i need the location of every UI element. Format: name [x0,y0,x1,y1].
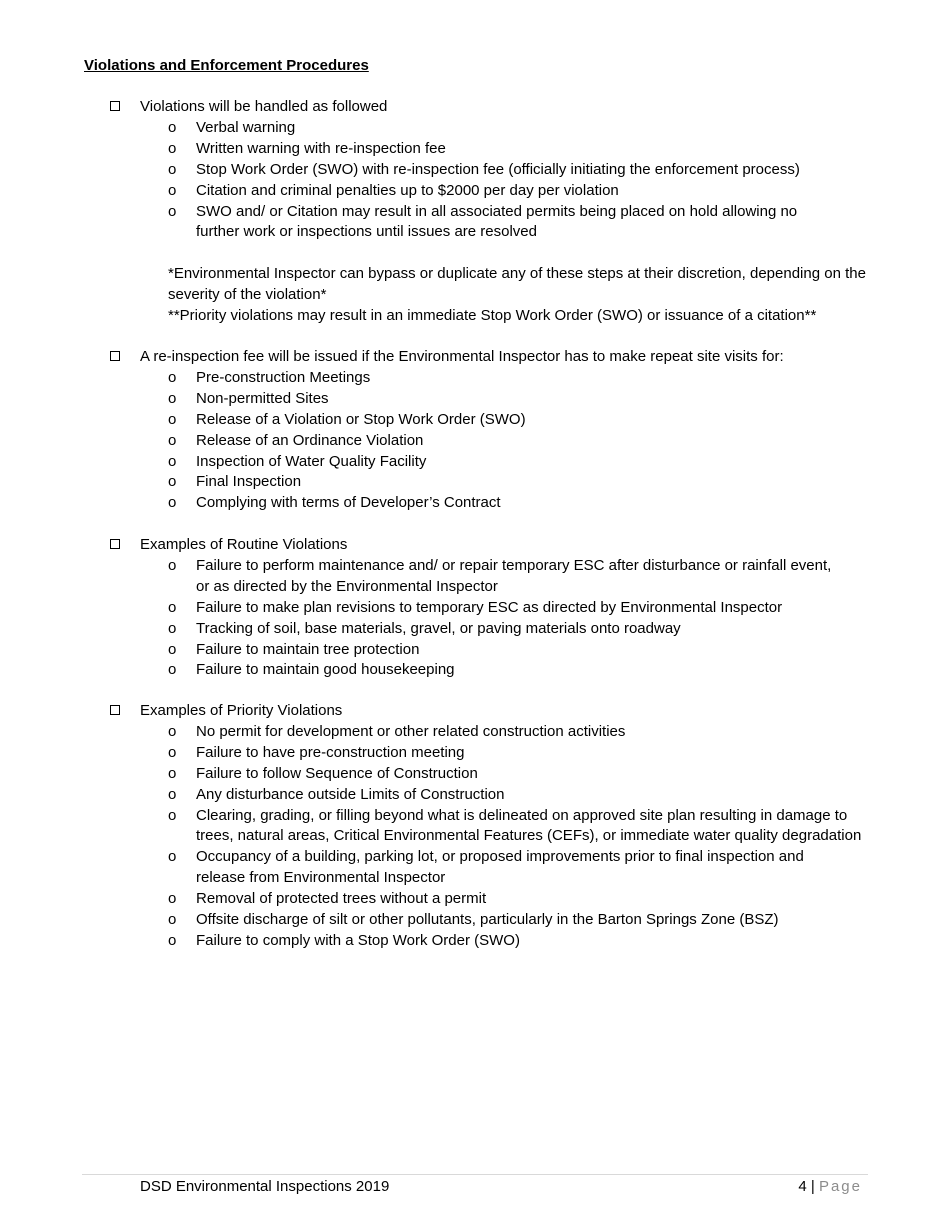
sub-list [110,118,870,243]
list-item: o Offsite discharge of silt or other pollutants, particularly in the Barton Springs Zone (BSZ) [110,910,870,931]
section-title: Violations will be handled as followed [140,98,388,115]
checkbox-bullet-icon [110,539,120,549]
circle-bullet-icon: o [168,389,177,407]
circle-bullet-icon: o [168,494,177,512]
checkbox-bullet-icon [110,705,120,715]
section-heading: Violations and Enforcement Procedures [84,57,369,74]
sub-list [110,722,870,952]
list-item: o Stop Work Order (SWO) with re-inspection fee (officially initiating the enforcement process) [110,160,870,181]
footer-page-number [798,1177,862,1198]
inspector-notes [110,264,870,327]
circle-bullet-icon: o [168,598,177,616]
note-discretion: *Environmental Inspector can bypass or duplicate any of these steps at their discretion, depending on the severity of the violation* [168,265,866,304]
checkbox-bullet-icon [110,101,120,111]
list-item: o Failure to have pre-construction meeting [110,743,870,764]
footer-divider [82,1174,868,1175]
list-item: o Verbal warning [110,118,870,139]
list-item: o Written warning with re-inspection fee [110,139,870,160]
page-number: 4 [798,1178,807,1195]
list-item: o Occupancy of a building, parking lot, or proposed improvements prior to final inspection and release from Environmental Inspector [168,848,804,887]
list-item: o Failure to make plan revisions to temporary ESC as directed by Environmental Inspector [110,598,870,619]
list-item: o Complying with terms of Developer’s Contract [110,493,870,514]
list-item: o Failure to maintain good housekeeping [110,660,870,681]
priority-violations-section [110,701,870,952]
circle-bullet-icon: o [168,431,177,449]
circle-bullet-icon: o [168,743,177,761]
list-item: o Non-permitted Sites [110,389,870,410]
circle-bullet-icon: o [168,181,177,199]
circle-bullet-icon: o [168,473,177,491]
circle-bullet-icon: o [168,368,177,386]
section-bullet [110,347,870,368]
section-title: Examples of Priority Violations [140,702,343,719]
circle-bullet-icon: o [168,722,177,740]
list-item: o Failure to comply with a Stop Work Order (SWO) [110,931,870,952]
circle-bullet-icon: o [168,931,177,949]
note-priority: **Priority violations may result in an immediate Stop Work Order (SWO) or issuance of a citation** [168,307,817,325]
list-item: o Removal of protected trees without a permit [110,889,870,910]
circle-bullet-icon: o [168,911,177,929]
circle-bullet-icon: o [168,410,177,428]
checkbox-bullet-icon [110,351,120,361]
section-title: A re-inspection fee will be issued if the Environmental Inspector has to make repeat site visits for: [140,348,784,365]
list-item: o Inspection of Water Quality Facility [110,452,870,473]
routine-violations-section [110,535,870,681]
list-item: o Release of a Violation or Stop Work Order (SWO) [110,410,870,431]
circle-bullet-icon: o [168,202,177,220]
list-item: o Pre-construction Meetings [110,368,870,389]
list-item: o Final Inspection [110,472,870,493]
sub-list [110,556,870,681]
circle-bullet-icon: o [168,890,177,908]
circle-bullet-icon: o [168,160,177,178]
circle-bullet-icon: o [168,556,177,574]
circle-bullet-icon: o [168,118,177,136]
section-title: Examples of Routine Violations [140,536,348,553]
page-label: Page [818,1178,862,1195]
list-item: o Failure to perform maintenance and/ or repair temporary ESC after disturbance or rainfall event, or as directed by the Environmental Inspector [168,556,832,595]
list-item: o No permit for development or other related construction activities [110,722,870,743]
page-separator: | [810,1178,815,1195]
section-bullet [110,97,870,118]
footer-title: DSD Environmental Inspections 2019 [140,1178,390,1195]
list-item: o Tracking of soil, base materials, gravel, or paving materials onto roadway [110,619,870,640]
list-item: o Clearing, grading, or filling beyond what is delineated on approved site plan resulting in damage to trees, natural areas, Critical Environmental Features (CEFs), or immediate water quality degradation [168,806,862,845]
list-item: o SWO and/ or Citation may result in all associated permits being placed on hold allowing no further work or inspections until issues are resolved [168,202,798,241]
circle-bullet-icon: o [168,764,177,782]
circle-bullet-icon: o [168,640,177,658]
list-item: o Failure to follow Sequence of Construction [110,764,870,785]
list-item: o Citation and criminal penalties up to $2000 per day per violation [110,181,870,202]
section-bullet [110,535,870,556]
circle-bullet-icon: o [168,806,177,824]
list-item: o Any disturbance outside Limits of Construction [110,785,870,806]
circle-bullet-icon: o [168,848,177,866]
circle-bullet-icon: o [168,452,177,470]
circle-bullet-icon: o [168,139,177,157]
circle-bullet-icon: o [168,785,177,803]
violations-handling-section [110,97,870,327]
circle-bullet-icon: o [168,661,177,679]
reinspection-fee-section [110,347,870,514]
sub-list [110,368,870,514]
circle-bullet-icon: o [168,619,177,637]
list-item: o Release of an Ordinance Violation [110,431,870,452]
section-bullet [110,701,870,722]
list-item: o Failure to maintain tree protection [110,640,870,661]
